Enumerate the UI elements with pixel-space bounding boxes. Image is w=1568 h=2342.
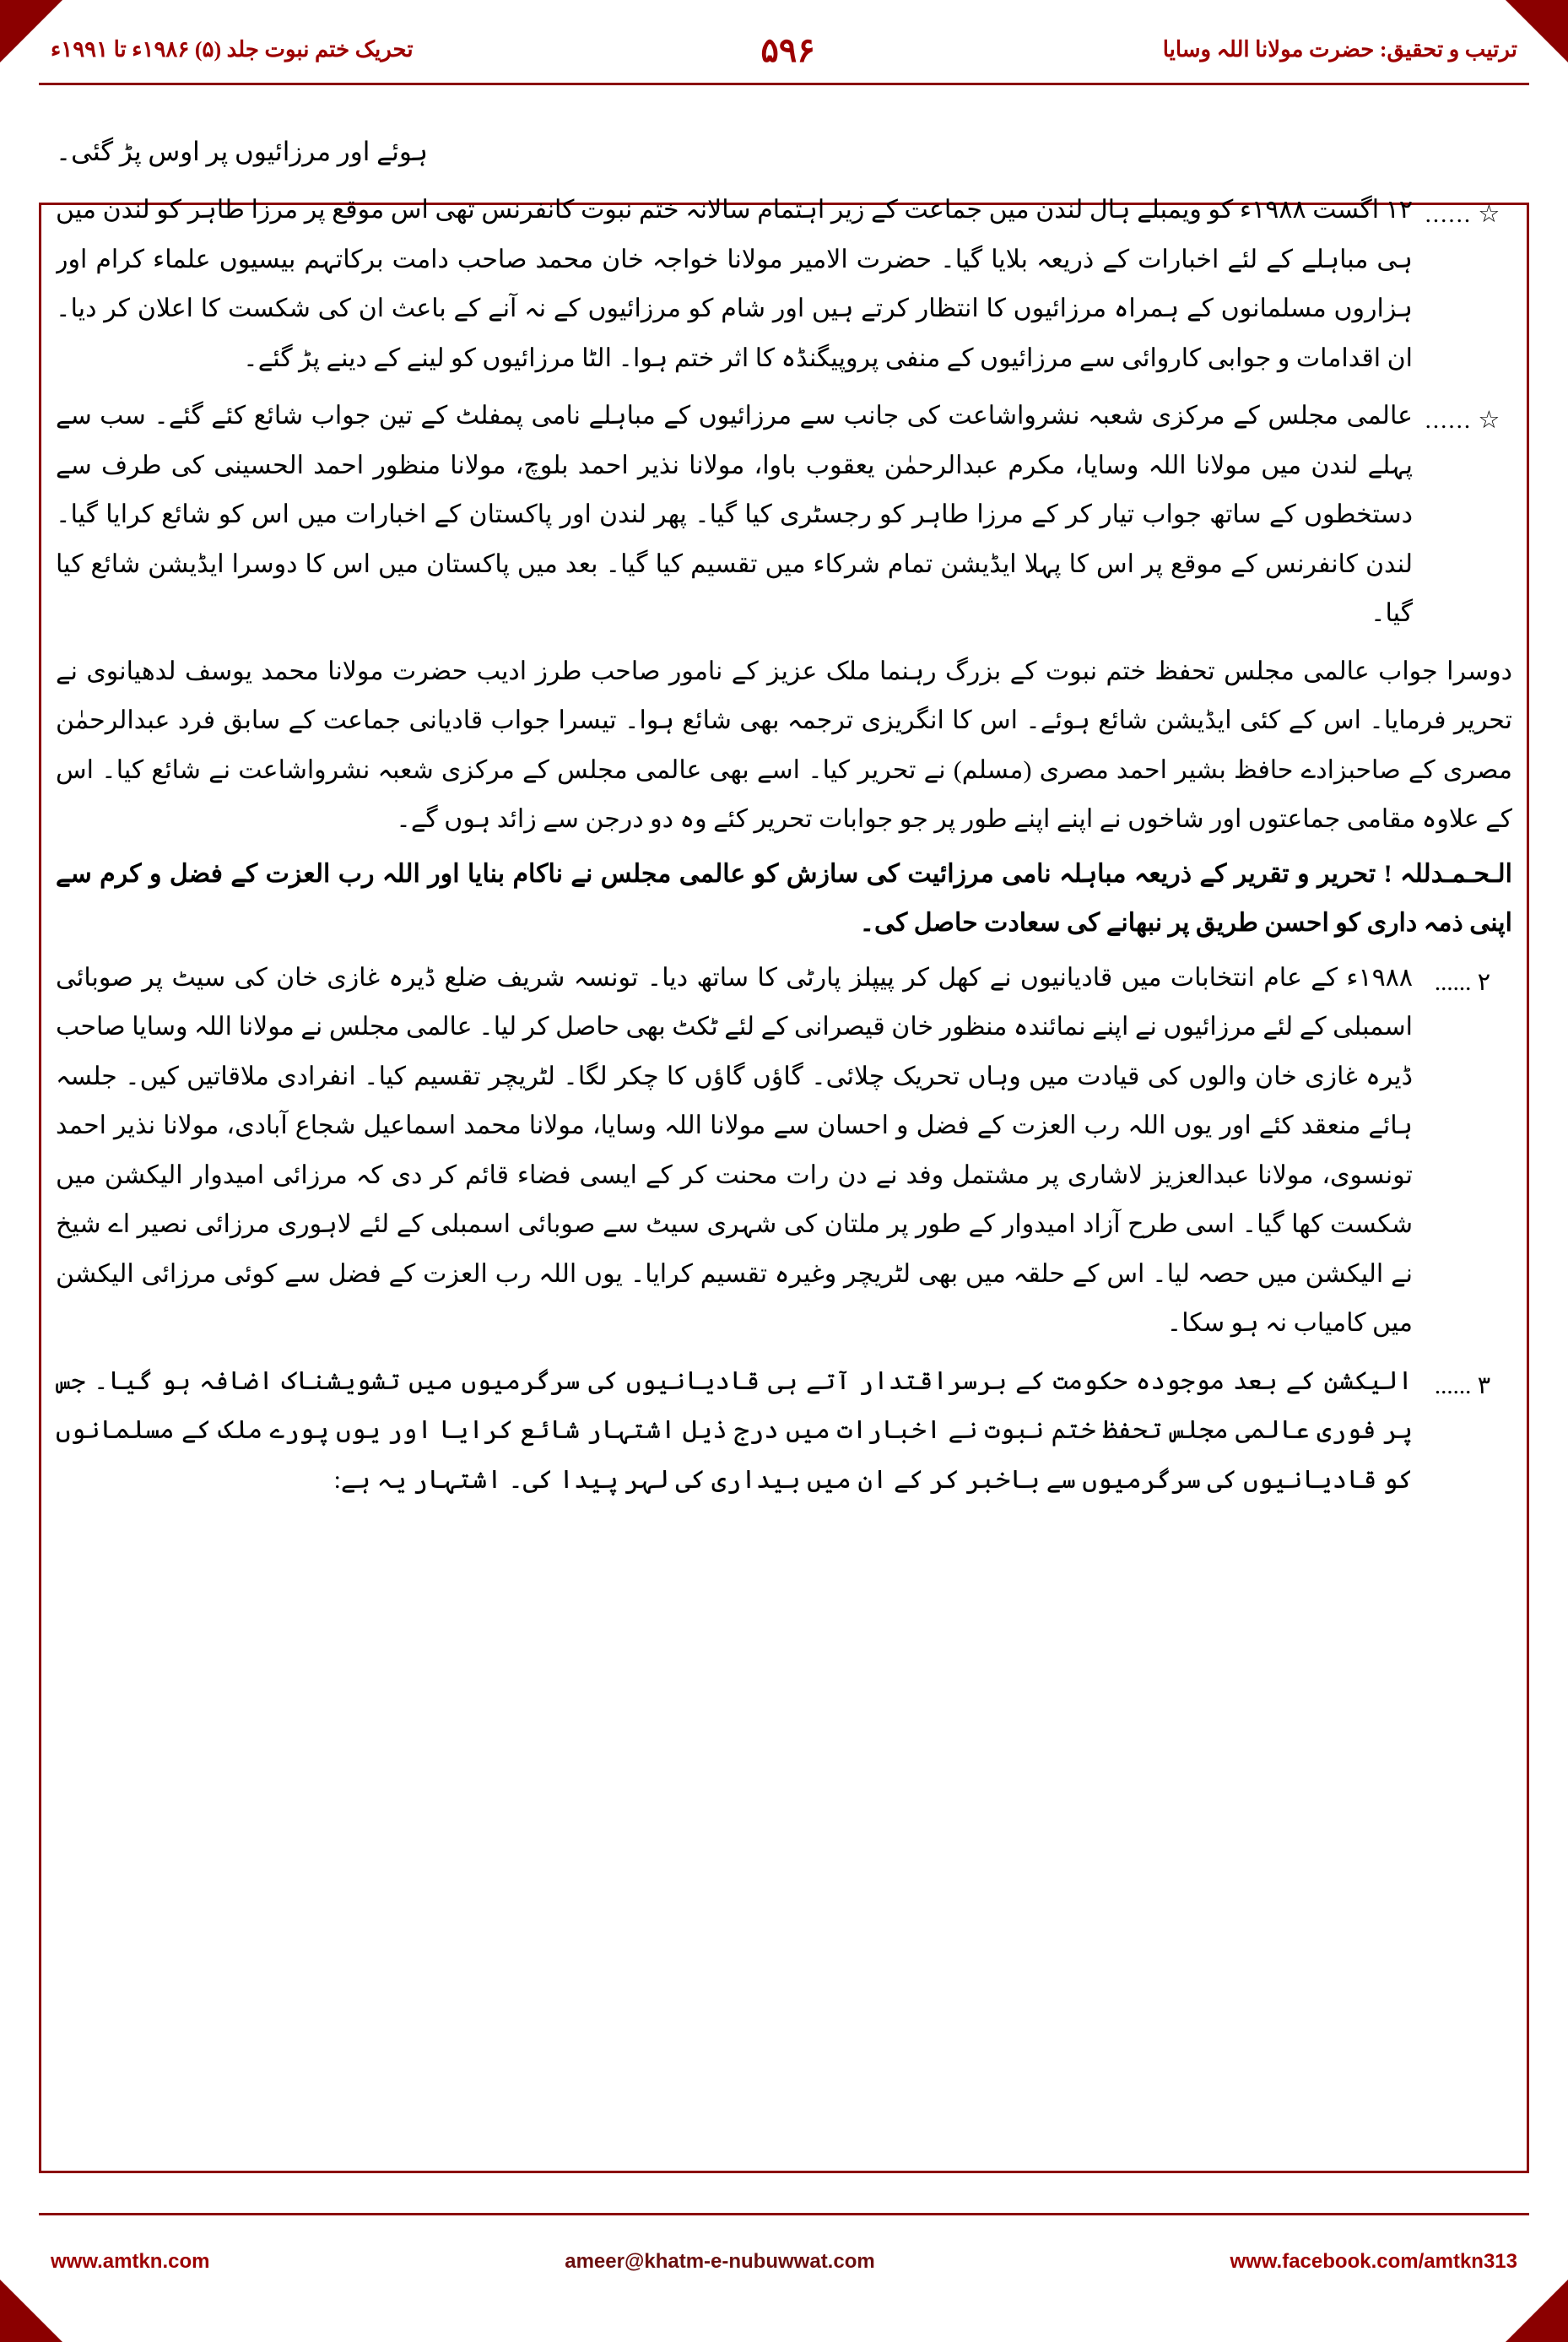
paragraph: الیکشن کے بعد موجودہ حکومت کے برسراقتدار آتے ہی قادیانیوں کی سرگرمیوں میں تشویشناک اضافہ ہو گیا۔ جس پر فوری عالمی مجلس تحفظ ختم نبوت نے اخبارات میں درج ذیل اشتہار شائع کرایا اور یوں پورے ملک کے مسلمانوں کو قادیانیوں کی سرگرمیوں سے باخبر کر کے ان میں بیداری کی لہر پیدا کی۔ اشتہار یہ ہے: [56,1366,1414,1494]
item-number: ۳ [1477,1371,1491,1399]
header-compiler-text: ترتیب و تحقیق: حضرت مولانا اللہ وسایا [1162,37,1517,62]
page-number: ۵۹۶ [760,30,815,69]
item-dots: ...... [1434,1371,1472,1399]
paragraph: ۱۹۸۸ء کے عام انتخابات میں قادیانیوں نے کھل کر پیپلز پارٹی کا ساتھ دیا۔ تونسہ شریف ضلع ڈیرہ غازی خان کی سیٹ پر صوبائی اسمبلی کے لئے مرزائیوں نے اپنے نمائندہ منظور خان قیصرانی کے لئے ٹکٹ بھی حاصل کر لیا۔ عالمی مجلس نے مولانا اللہ وسایا صاحب ڈیرہ غازی خان والوں کی قیادت میں وہاں تحریک چلائی۔ گاؤں گاؤں کا چکر لگا۔ لٹریچر تقسیم کیا۔ انفرادی ملاقاتیں کیں۔ جلسہ ہائے منعقد کئے اور یوں اللہ رب العزت کے فضل و احسان سے مولانا اللہ وسایا، مولانا محمد اسماعیل شجاع آبادی، مولانا نذیر احمد تونسوی، مولانا عبدالعزیز لاشاری پر مشتمل وفد نے دن رات محنت کر کے ایسی فضاء قائم کر دی کہ مرزائی امیدوار الیکشن میں شکست کھا گیا۔ اسی طرح آزاد امیدوار کے طور پر ملتان کی شہری سیٹ سے صوبائی اسمبلی کے لئے لاہوری مرزائی نصیر اے شیخ نے الیکشن میں حصہ لیا۔ اس کے حلقہ میں بھی لٹریچر وغیرہ تقسیم کرایا۔ یوں اللہ رب العزت کے فضل سے کوئی مرزائی الیکشن میں کامیاب نہ ہو سکا۔ [56,963,1413,1338]
footer-divider [39,2213,1529,2215]
paragraph-hamdallah: الـحـمـدللہ ! تحریر و تقریر کے ذریعہ مباہلہ نامی مرزائیت کی سازش کو عالمی مجلس نے ناکام بنایا اور اللہ رب العزت کے فضل و کرم سے اپنی ذمہ داری کو احسن طریق پر نبھانے کی سعادت حاصل کی۔ [56,859,1512,938]
header-book-title: تحریک ختم نبوت جلد (۵) ۱۹۸۶ء تا ۱۹۹۱ء [51,37,414,62]
item-dots: ...... [1434,968,1472,996]
item-body [56,1357,1413,1509]
paragraph: عالمی مجلس کے مرکزی شعبہ نشرواشاعت کی جانب سے مرزائیوں کے مباہلے نامی پمفلٹ کے تین جواب شائع کئے گئے۔ سب سے پہلے لندن میں مولانا اللہ وسایا، مکرم عبدالرحمٰن یعقوب باوا، مولانا نذیر احمد بلوچ، مولانا منظور احمد الحسینی کی طرف سے دستخطوں کے ساتھ جواب تیار کر کے مرزا طاہر کو رجسٹری کیا گیا۔ پھر لندن اور پاکستان کے اخبارات میں اس کو شائع کرایا گیا۔ لندن کانفرنس کے موقع پر اس کا پہلا ایڈیشن تمام شرکاء میں تقسیم کیا گیا۔ بعد میں پاکستان میں اس کا دوسرا ایڈیشن شائع کیا گیا۔ [56,402,1413,628]
item-marker [1413,392,1512,445]
paragraph-continuation: دوسرا جواب عالمی مجلس تحفظ ختم نبوت کے بزرگ رہنما ملک عزیز کے نامور صاحب طرز ادیب حضرت مولانا محمد یوسف لدھیانوی نے تحریر فرمایا۔ اس کے کئی ایڈیشن شائع ہوئے۔ اس کا انگریزی ترجمہ بھی شائع ہوا۔ تیسرا جواب قادیانی جماعت کے سابق فرد عبدالرحمٰن مصری کے صاحبزادے حافظ بشیر احمد مصری (مسلم) نے تحریر کیا۔ اسے بھی عالمی مجلس کے مرکزی شعبہ نشرواشاعت نے شائع کیا۔ اس کے علاوہ مقامی جماعتوں اور شاخوں نے اپنے اپنے طور پر جو جوابات تحریر کئے وہ دو درجن سے زائد ہوں گے۔ [56,657,1512,834]
item-marker [1413,186,1512,239]
footer-website-link[interactable]: www.amtkn.com [51,2250,210,2273]
page-footer [51,2232,1517,2291]
content-item [56,186,1512,387]
item-dots: ...... [1425,407,1473,435]
footer-facebook-link[interactable]: www.facebook.com/amtkn313 [1230,2250,1517,2273]
header-divider [39,83,1529,85]
item-bullet-icon: ☆ [1478,407,1500,435]
content-item [56,392,1512,642]
page-header [51,22,1517,78]
footer-email-link[interactable]: ameer@khatm-e-nubuwwat.com [565,2250,875,2273]
page-content [56,127,1512,2165]
content-item [56,954,1512,1352]
paragraph: ۱۲ اگست ۱۹۸۸ء کو ویمبلے ہال لندن میں جماعت کے زیر اہتمام سالانہ ختم نبوت کانفرنس تھی اس موقع پر مرزا طاہر کو لندن میں ہی مباہلے کے لئے اخبارات کے ذریعہ بلایا گیا۔ حضرت الامیر مولانا خواجہ خان محمد صاحب دامت برکاتہم بیسیوں علماء کرام اور ہزاروں مسلمانوں کے ہمراہ مرزائیوں کا انتظار کرتے ہیں اور شام کو مرزائیوں کے نہ آنے کے باعث ان کی شکست کا اعلان کر دیا۔ ان اقدامات و جوابی کاروائی سے مرزائیوں کے منفی پروپیگنڈہ کا اثر ختم ہوا۔ الٹا مرزائیوں کو لینے کے دینے پڑ گئے۔ [56,196,1414,372]
item-marker [1413,954,1512,1007]
lead-line: ہوئے اور مرزائیوں پر اوس پڑ گئی۔ [56,137,429,166]
item-bullet-icon: ☆ [1478,201,1500,229]
content-item [56,1357,1512,1509]
item-body [56,392,1413,642]
item-dots: ...... [1425,201,1473,229]
item-body [56,186,1413,387]
item-body [56,954,1413,1352]
item-number: ۲ [1477,968,1491,996]
item-marker [1413,1357,1512,1410]
